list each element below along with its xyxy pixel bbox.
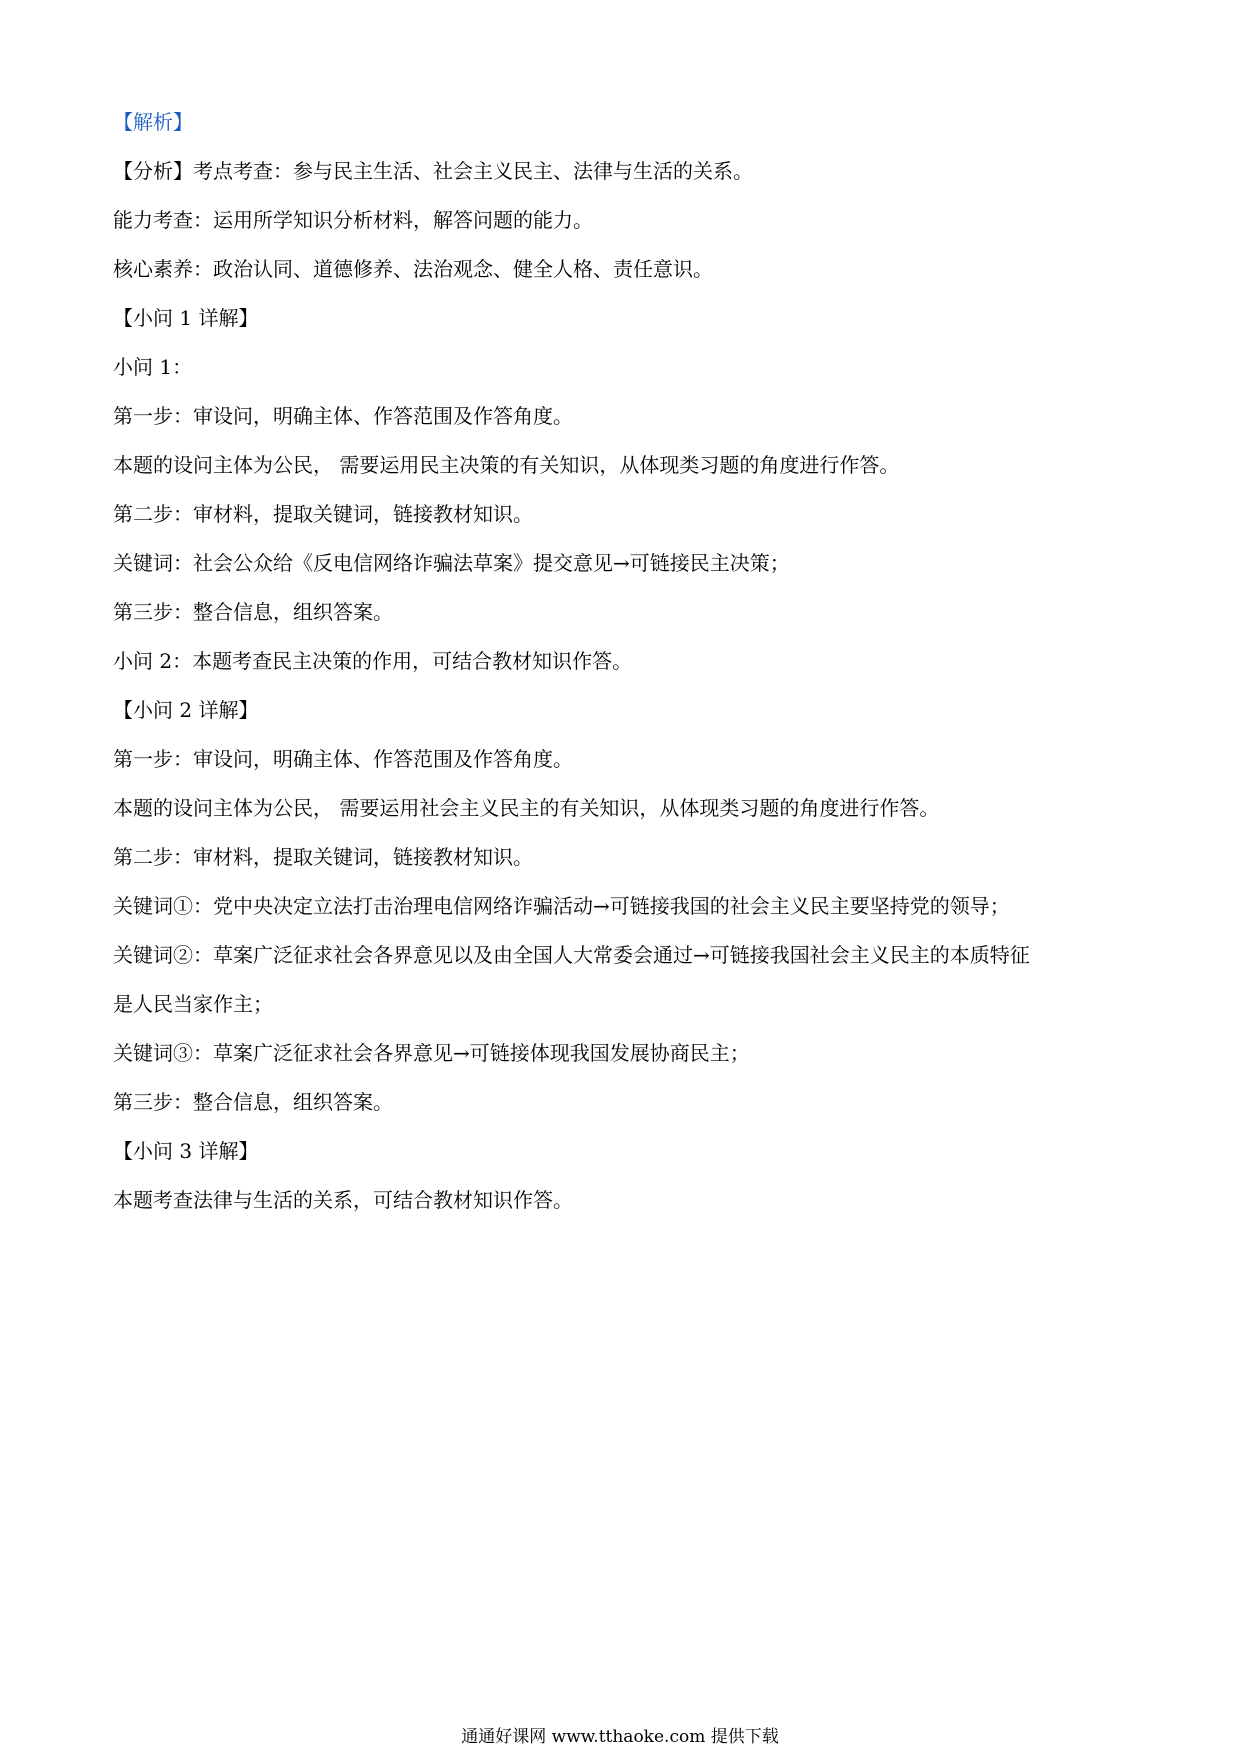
document-content: [113, 98, 1133, 1225]
ability-line: 能力考查：运用所学知识分析材料，解答问题的能力。: [113, 208, 593, 232]
step-2-line: 第二步：审材料，提取关键词，链接教材知识。: [113, 502, 533, 526]
step-2-line: 第二步：审材料，提取关键词，链接教材知识。: [113, 845, 533, 869]
footer-source: 通通好课网 www.tthaoke.com 提供下载: [461, 1727, 779, 1747]
subquestion-3-heading: 【小问 3 详解】: [113, 1139, 259, 1163]
keyword-line: 关键词：社会公众给《反电信网络诈骗法草案》提交意见→可链接民主决策；: [113, 551, 790, 575]
subquestion-2-heading: 【小问 2 详解】: [113, 698, 259, 722]
keyword-2-continuation: 是人民当家作主；: [113, 992, 273, 1016]
analysis-summary: 【分析】考点考查：参与民主生活、社会主义民主、法律与生活的关系。: [113, 159, 753, 183]
keyword-1-line: 关键词①：党中央决定立法打击治理电信网络诈骗活动→可链接我国的社会主义民主要坚持党的领导；: [113, 894, 1010, 918]
subject-line: 本题的设问主体为公民， 需要运用民主决策的有关知识，从体现类习题的角度进行作答。: [113, 453, 900, 477]
keyword-2-line: 关键词②：草案广泛征求社会各界意见以及由全国人大常委会通过→可链接我国社会主义民主的本质特征: [113, 943, 1030, 967]
analysis-heading: 【解析】: [113, 110, 193, 134]
subquestion-3-text: 本题考查法律与生活的关系，可结合教材知识作答。: [113, 1188, 573, 1212]
subquestion-2-note: 小问 2：本题考查民主决策的作用，可结合教材知识作答。: [113, 649, 633, 673]
step-3-line: 第三步：整合信息，组织答案。: [113, 600, 393, 624]
subject-line: 本题的设问主体为公民， 需要运用社会主义民主的有关知识，从体现类习题的角度进行作答。: [113, 796, 940, 820]
literacy-line: 核心素养：政治认同、道德修养、法治观念、健全人格、责任意识。: [113, 257, 713, 281]
keyword-3-line: 关键词③：草案广泛征求社会各界意见→可链接体现我国发展协商民主；: [113, 1041, 750, 1065]
step-3-line: 第三步：整合信息，组织答案。: [113, 1090, 393, 1114]
step-1-line: 第一步：审设问，明确主体、作答范围及作答角度。: [113, 404, 573, 428]
subquestion-1-heading: 【小问 1 详解】: [113, 306, 259, 330]
subquestion-1-label: 小问 1：: [113, 355, 193, 379]
step-1-line: 第一步：审设问，明确主体、作答范围及作答角度。: [113, 747, 573, 771]
